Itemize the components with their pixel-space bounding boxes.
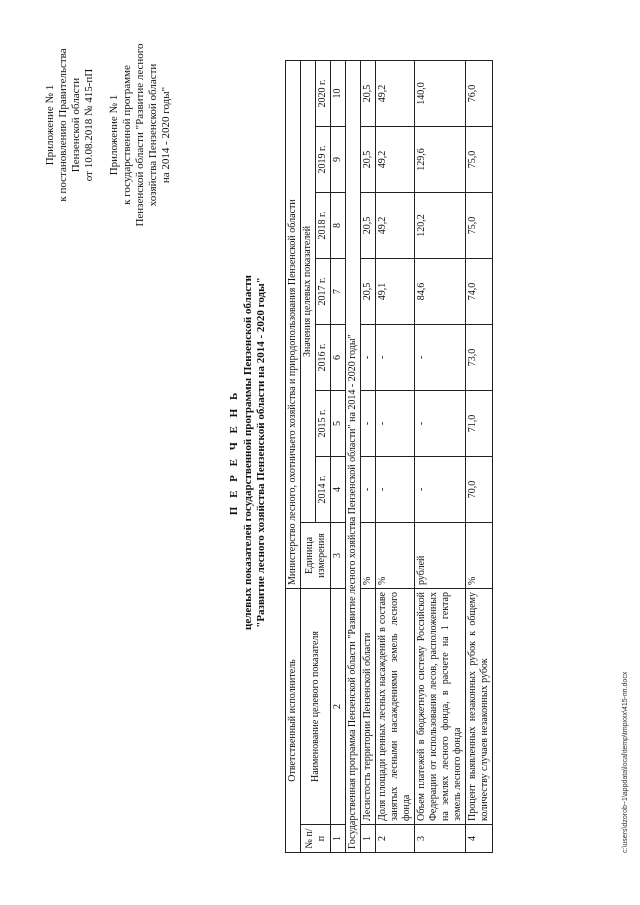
- file-path-footer: c:\users\dzorob~1\appdata\local\temp\tmpxxx\415-пп.docx: [622, 671, 629, 853]
- row-value: -: [415, 325, 466, 391]
- header-values: Значения целевых показателей: [301, 60, 316, 522]
- row-value: 84,6: [415, 259, 466, 325]
- row-value: 70,0: [466, 457, 493, 523]
- row-value: -: [376, 325, 415, 391]
- row-value: -: [415, 457, 466, 523]
- row-value: -: [376, 391, 415, 457]
- appendix-2-block: [108, 40, 173, 230]
- column-index: 4: [331, 457, 346, 523]
- row-indicator-name: Доля площади ценных лесных насаждений в составе занятых лесными насаждениями земель лесного фонда: [376, 589, 415, 825]
- header-unit: Единица измерения: [301, 523, 331, 589]
- row-value: 20,5: [361, 193, 376, 259]
- header-number: № п/п: [301, 825, 331, 853]
- row-unit: %: [376, 523, 415, 589]
- row-indicator-name: Лесистость территории Пензенской области: [361, 589, 376, 825]
- row-value: 20,5: [361, 60, 376, 126]
- row-value: -: [376, 457, 415, 523]
- appendix-2-title: Приложение № 1: [108, 94, 120, 176]
- appendix-2-line: на 2014 - 2020 годы": [160, 86, 172, 184]
- appendix-1-line: Пензенской области: [70, 77, 82, 173]
- program-row: Государственная программа Пензенской области "Развитие лесного хозяйства Пензенской области" на 2014 - 2020 годы": [346, 60, 361, 852]
- row-indicator-name: Объем платежей в бюджетную систему Российской Федерации от использования лесов, расположенных на землях лесного фонда, в расчете на 1 гектар земель лесного фонда: [415, 589, 466, 825]
- appendix-1-line: к постановлению Правительства: [57, 48, 69, 202]
- appendix-2-line: хозяйства Пензенской области: [147, 63, 159, 207]
- row-indicator-name: Процент выявленных незаконных рубок к общему количеству случаев незаконных рубок: [466, 589, 493, 825]
- table-row: [361, 60, 376, 852]
- row-value: -: [361, 391, 376, 457]
- row-value: 71,0: [466, 391, 493, 457]
- column-index: 2: [331, 589, 346, 825]
- header-year: 2020 г.: [316, 60, 331, 126]
- row-number: 2: [376, 825, 415, 853]
- row-value: 75,0: [466, 127, 493, 193]
- row-value: 74,0: [466, 259, 493, 325]
- row-value: 49,2: [376, 60, 415, 126]
- header-year: 2014 г.: [316, 457, 331, 523]
- row-value: 49,1: [376, 259, 415, 325]
- column-index: 9: [331, 127, 346, 193]
- row-unit: %: [361, 523, 376, 589]
- appendix-1-line: от 10.08.2018 № 415-пП: [83, 68, 95, 182]
- row-value: 120,2: [415, 193, 466, 259]
- document-title: [228, 0, 268, 905]
- responsible-value: Министерство лесного, охотничьего хозяйства и природопользования Пензенской области: [286, 60, 301, 588]
- column-index: 7: [331, 259, 346, 325]
- table-row: [466, 60, 493, 852]
- column-index: 1: [331, 825, 346, 853]
- row-value: 20,5: [361, 127, 376, 193]
- header-name: Наименование целевого показателя: [301, 589, 331, 825]
- column-index: 3: [331, 523, 346, 589]
- row-value: 73,0: [466, 325, 493, 391]
- row-value: 20,5: [361, 259, 376, 325]
- appendix-1-title: Приложение № 1: [44, 84, 56, 166]
- column-index: 8: [331, 193, 346, 259]
- header-year: 2017 г.: [316, 259, 331, 325]
- row-unit: рублей: [415, 523, 466, 589]
- appendix-2-line: к государственной программе: [121, 65, 133, 205]
- column-index-row: [331, 60, 346, 852]
- row-value: 49,2: [376, 193, 415, 259]
- row-number: 3: [415, 825, 466, 853]
- header-year: 2016 г.: [316, 325, 331, 391]
- header-year: 2015 г.: [316, 391, 331, 457]
- row-value: 75,0: [466, 193, 493, 259]
- row-unit: %: [466, 523, 493, 589]
- appendix-2-line: Пензенской области "Развитие лесного: [134, 43, 146, 227]
- column-index: 10: [331, 60, 346, 126]
- row-value: 140,0: [415, 60, 466, 126]
- row-number: 1: [361, 825, 376, 853]
- title-line-1: целевых показателей государственной программы Пензенской области: [242, 275, 254, 630]
- row-value: 76,0: [466, 60, 493, 126]
- title-perechen: П Е Р Е Ч Е Н Ь: [228, 389, 240, 516]
- row-value: 129,6: [415, 127, 466, 193]
- row-value: -: [361, 325, 376, 391]
- appendix-1-block: [44, 40, 96, 210]
- row-value: -: [415, 391, 466, 457]
- row-value: 49,2: [376, 127, 415, 193]
- row-number: 4: [466, 825, 493, 853]
- indicators-table: [285, 60, 493, 853]
- table-row: [415, 60, 466, 852]
- column-index: 5: [331, 391, 346, 457]
- column-index: 6: [331, 325, 346, 391]
- responsible-label: Ответственный исполнитель: [286, 589, 301, 853]
- header-year: 2019 г.: [316, 127, 331, 193]
- table-row: [376, 60, 415, 852]
- row-value: -: [361, 457, 376, 523]
- title-line-2: "Развитие лесного хозяйства Пензенской области на 2014 - 2020 годы": [255, 277, 267, 628]
- header-year: 2018 г.: [316, 193, 331, 259]
